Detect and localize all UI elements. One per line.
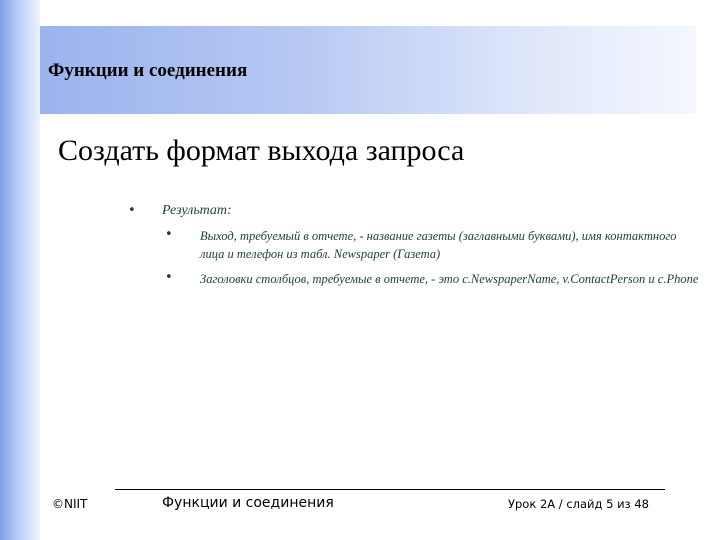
list-item: Заголовки столбцов, требуемые в отчете, - это c.NewspaperName, v.ContactPerson и c.Phone — [200, 272, 699, 286]
footer-divider — [115, 489, 665, 490]
result-label: Результат: — [162, 203, 232, 218]
footer-page-info: Урок 2А / слайд 5 из 48 — [508, 497, 649, 511]
bullet-marker: • — [165, 227, 173, 242]
footer-title: Функции и соединения — [162, 495, 334, 511]
left-gradient-bar — [0, 0, 40, 540]
section-title: Функции и соединения — [48, 60, 248, 81]
list-item: Выход, требуемый в отчете, - название газеты (заглавными буквами), имя контактного лица и телефон из табл. Newspaper (Газета) — [200, 229, 677, 261]
footer-copyright: ©NIIT — [52, 497, 88, 511]
bullet-marker: • — [165, 270, 173, 285]
bullet-marker: • — [128, 203, 136, 218]
slide-title: Создать формат выхода запроса — [58, 134, 465, 167]
